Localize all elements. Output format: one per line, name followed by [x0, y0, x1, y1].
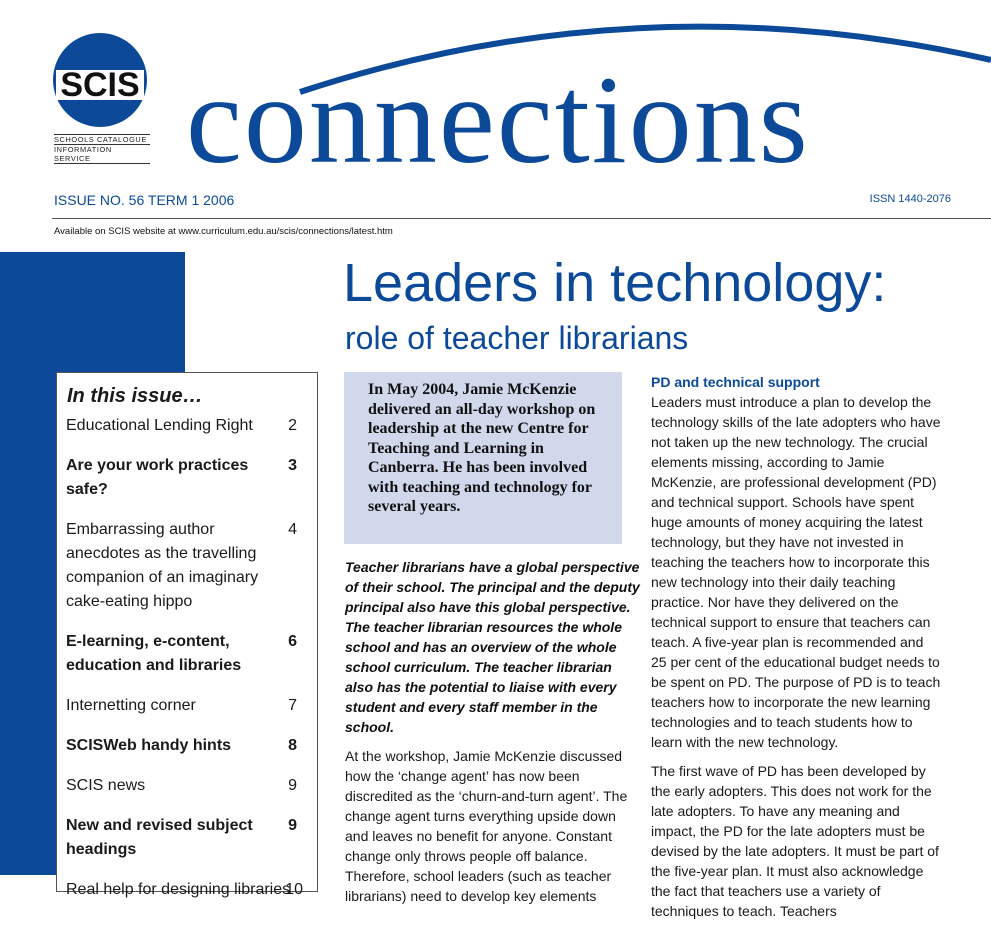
logo-subtitle-line2: INFORMATION SERVICE	[54, 144, 150, 164]
body-paragraph: The first wave of PD has been developed by the early adopters. This does not work for the late adopters. To have any meaning and impact, the PD for the late adopters must be devised by the late adopters. It must be part of the five-year plan. It must also acknowledge the fact that teachers use a variety of techniques to teach. Teachers	[651, 763, 939, 919]
toc-item-label: New and revised subject headings	[66, 817, 253, 858]
toc-item[interactable]	[57, 734, 317, 758]
logo-subtitle	[54, 134, 150, 164]
article-headline: Leaders in technology:	[343, 253, 887, 313]
right-column	[651, 372, 941, 930]
toc-item[interactable]	[57, 518, 317, 614]
toc-item-page: 6	[288, 633, 297, 650]
toc-title: In this issue…	[67, 385, 203, 407]
toc-item-label: Educational Lending Right	[66, 417, 253, 434]
article-subheadline: role of teacher librarians	[345, 320, 689, 356]
toc-item-page: 9	[288, 777, 297, 794]
lead-paragraph: Teacher librarians have a global perspective of their school. The principal and the deputy principal also have this global perspective. The teacher librarian resources the whole school and has an overview of the whole school curriculum. The teacher librarian also has the potential to liaise with every student and every staff member in the school.	[345, 559, 640, 735]
scis-logo	[52, 32, 148, 128]
logo-subtitle-line1: SCHOOLS CATALOGUE	[54, 134, 150, 144]
toc-item[interactable]	[57, 414, 317, 438]
toc-item-label: Internetting corner	[66, 697, 196, 714]
toc-item[interactable]	[57, 878, 317, 902]
toc-box	[56, 372, 318, 898]
intro-box: In May 2004, Jamie McKenzie delivered an all-day workshop on leadership at the new Centre for Teaching and Learning in Canberra. He has been involved with teaching and technology for several years.	[344, 372, 622, 544]
issn-label: ISSN 1440-2076	[869, 193, 951, 205]
toc-item-page: 10	[285, 881, 303, 898]
body-paragraph: Leaders must introduce a plan to develop the technology skills of the late adopters who have not taken up the new technology. The crucial elements missing, according to Jamie McKenzie, are professional development (PD) and technical support. Schools have spent huge amounts of money acquiring the latest technology, but they have not invested in teaching the teachers how to incorporate this new technology into their daily teaching practice. Nor have they delivered on the technical support to ensure that teachers can teach. A five-year plan is recommended and 25 per cent of the educational budget needs to be spent on PD. The purpose of PD is to teach teachers how to incorporate the new learning technologies and to teach students how to learn with the new technology.	[651, 394, 941, 750]
section-heading: PD and technical support	[651, 374, 820, 390]
header-rule	[52, 218, 991, 219]
masthead-title: connections	[186, 51, 810, 190]
body-paragraph: At the workshop, Jamie McKenzie discussed how the ‘change agent’ has now been discredited as the ‘churn-and-turn agent’. The change agent turns everything upside down and leaves no benefit for anyone. Constant change only throws people off balance. Therefore, school leaders (such as teacher librarians) need to develop key elements	[345, 748, 628, 904]
toc-item-label: E-learning, e-content, education and libraries	[66, 633, 242, 674]
toc-item-page: 4	[288, 521, 297, 538]
toc-item-label: Real help for designing libraries	[66, 881, 291, 898]
toc-item-label: Are your work practices safe?	[66, 457, 249, 498]
toc-item-label: Embarrassing author anecdotes as the travelling companion of an imaginary cake-eating hippo	[66, 521, 259, 610]
issue-label: ISSUE NO. 56 TERM 1 2006	[54, 192, 235, 208]
logo-text: SCIS	[60, 66, 140, 104]
toc-item[interactable]	[57, 454, 317, 502]
toc-item-page: 7	[288, 697, 297, 714]
toc-item-page: 3	[288, 457, 297, 474]
toc-item-page: 9	[288, 817, 297, 834]
toc-item-page: 2	[288, 417, 297, 434]
toc-item-label: SCISWeb handy hints	[66, 737, 232, 754]
toc-item-label: SCIS news	[66, 777, 146, 794]
available-note: Available on SCIS website at www.curriculum.edu.au/scis/connections/latest.htm	[54, 226, 393, 237]
toc-item[interactable]	[57, 630, 317, 678]
toc-item[interactable]	[57, 694, 317, 718]
toc-item[interactable]	[57, 814, 317, 862]
toc-item[interactable]	[57, 774, 317, 798]
toc-item-page: 8	[288, 737, 297, 754]
